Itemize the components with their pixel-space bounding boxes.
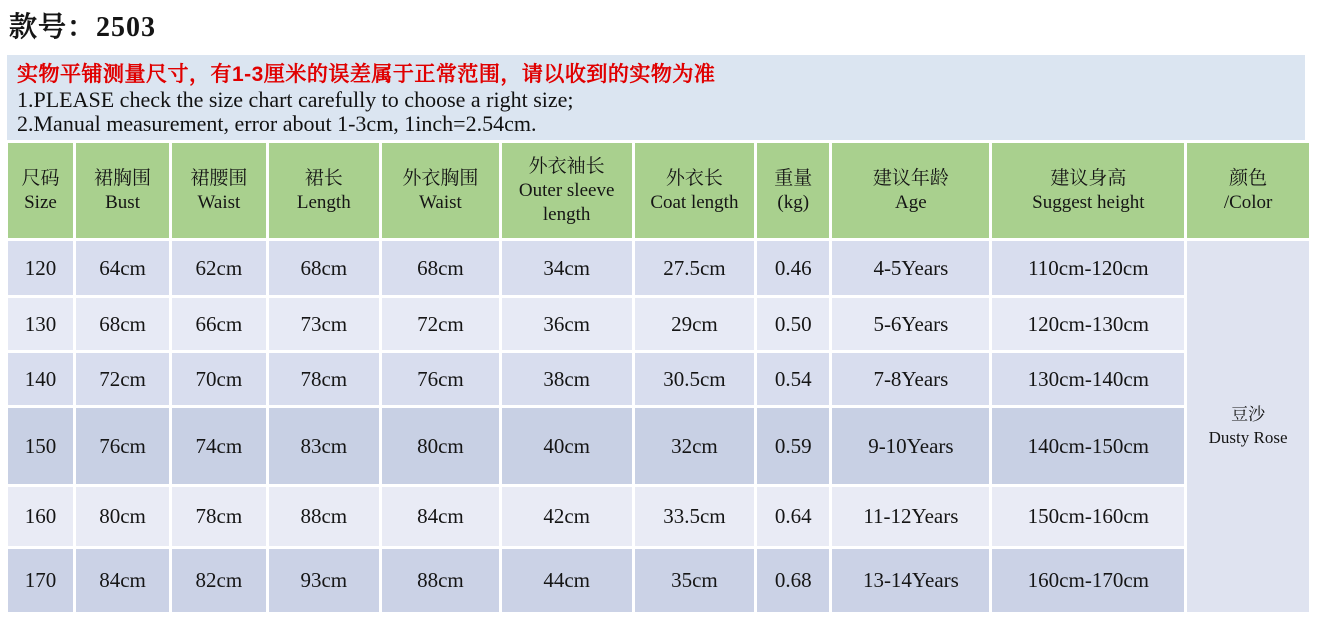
cell-waist: 66cm (172, 298, 265, 350)
color-name-en: Dusty Rose (1208, 427, 1288, 447)
cell-outer-waist: 88cm (382, 549, 499, 612)
notice-red-line: 实物平铺测量尺寸，有1-3厘米的误差属于正常范围，请以收到的实物为准 (17, 63, 716, 86)
cell-age: 9-10Years (832, 408, 989, 484)
header-waist-zh: 裙腰围 (190, 168, 248, 190)
cell-bust: 76cm (76, 408, 169, 484)
cell-coat-length: 27.5cm (635, 241, 755, 295)
header-coat-length (635, 143, 755, 238)
header-length (269, 143, 380, 238)
cell-size: 150 (8, 408, 73, 484)
header-outer-waist-en: Waist (419, 191, 462, 213)
cell-weight: 0.54 (757, 353, 829, 405)
cell-height: 120cm-130cm (992, 298, 1184, 350)
cell-length: 83cm (269, 408, 380, 484)
header-row (8, 143, 1309, 238)
notice-line-2: 2.Manual measurement, error about 1-3cm, 1inch=2.54cm. (17, 111, 537, 137)
cell-weight: 0.68 (757, 549, 829, 612)
cell-bust: 68cm (76, 298, 169, 350)
cell-height: 140cm-150cm (992, 408, 1184, 484)
header-outer-sleeve-en: Outer sleeve length (518, 180, 615, 225)
header-size-en: Size (24, 191, 57, 213)
header-coat-length-en: Coat length (650, 191, 739, 213)
cell-size: 140 (8, 353, 73, 405)
cell-age: 5-6Years (832, 298, 989, 350)
cell-size: 120 (8, 241, 73, 295)
cell-length: 68cm (269, 241, 380, 295)
cell-size: 130 (8, 298, 73, 350)
cell-weight: 0.59 (757, 408, 829, 484)
cell-coat-length: 32cm (635, 408, 755, 484)
header-outer-waist (382, 143, 499, 238)
size-chart-header (8, 143, 1309, 238)
size-row-150 (8, 408, 1309, 484)
header-outer-sleeve-zh: 外衣袖长 (528, 156, 605, 178)
header-suggest-height (992, 143, 1184, 238)
header-bust (76, 143, 169, 238)
cell-waist: 62cm (172, 241, 265, 295)
measurement-notice (7, 55, 1305, 140)
cell-coat-length: 30.5cm (635, 353, 755, 405)
cell-height: 150cm-160cm (992, 487, 1184, 546)
cell-bust: 84cm (76, 549, 169, 612)
header-waist (172, 143, 265, 238)
header-color-en: /Color (1223, 191, 1273, 213)
cell-coat-length: 33.5cm (635, 487, 755, 546)
cell-outer-waist: 72cm (382, 298, 499, 350)
header-age (832, 143, 989, 238)
header-suggest-height-zh: 建议身高 (1050, 168, 1127, 190)
cell-weight: 0.50 (757, 298, 829, 350)
header-weight-en: (kg) (777, 191, 810, 213)
cell-age: 4-5Years (832, 241, 989, 295)
header-outer-sleeve (502, 143, 632, 238)
header-length-en: Length (296, 191, 351, 213)
cell-outer-sleeve: 36cm (502, 298, 632, 350)
cell-size: 170 (8, 549, 73, 612)
header-color (1187, 143, 1309, 238)
cell-outer-waist: 80cm (382, 408, 499, 484)
cell-age: 7-8Years (832, 353, 989, 405)
size-row-170 (8, 549, 1309, 612)
header-length-zh: 裙长 (304, 168, 343, 190)
cell-age: 11-12Years (832, 487, 989, 546)
cell-length: 93cm (269, 549, 380, 612)
cell-bust: 72cm (76, 353, 169, 405)
header-coat-length-zh: 外衣长 (665, 168, 723, 190)
header-color-zh: 颜色 (1229, 168, 1268, 190)
cell-weight: 0.46 (757, 241, 829, 295)
header-size (8, 143, 73, 238)
size-row-160 (8, 487, 1309, 546)
header-suggest-height-en: Suggest height (1032, 191, 1145, 213)
cell-outer-sleeve: 38cm (502, 353, 632, 405)
cell-length: 73cm (269, 298, 380, 350)
size-row-130 (8, 298, 1309, 350)
cell-color-merged (1187, 241, 1309, 612)
header-weight-zh: 重量 (774, 168, 813, 190)
size-row-120 (8, 241, 1309, 295)
cell-outer-waist: 84cm (382, 487, 499, 546)
cell-coat-length: 29cm (635, 298, 755, 350)
cell-waist: 74cm (172, 408, 265, 484)
cell-height: 160cm-170cm (992, 549, 1184, 612)
header-bust-en: Bust (105, 191, 140, 213)
header-age-zh: 建议年龄 (872, 168, 949, 190)
cell-coat-length: 35cm (635, 549, 755, 612)
color-name-zh: 豆沙 (1231, 404, 1266, 424)
header-age-en: Age (895, 191, 927, 213)
cell-waist: 70cm (172, 353, 265, 405)
size-row-140 (8, 353, 1309, 405)
header-size-zh: 尺码 (21, 168, 60, 190)
cell-length: 78cm (269, 353, 380, 405)
cell-waist: 78cm (172, 487, 265, 546)
header-bust-zh: 裙胸围 (94, 168, 152, 190)
size-chart-table (5, 140, 1312, 615)
cell-outer-sleeve: 40cm (502, 408, 632, 484)
cell-bust: 80cm (76, 487, 169, 546)
cell-outer-sleeve: 44cm (502, 549, 632, 612)
cell-age: 13-14Years (832, 549, 989, 612)
cell-outer-sleeve: 34cm (502, 241, 632, 295)
cell-outer-waist: 76cm (382, 353, 499, 405)
notice-line-1: 1.PLEASE check the size chart carefully to choose a right size; (17, 87, 574, 112)
cell-weight: 0.64 (757, 487, 829, 546)
cell-outer-waist: 68cm (382, 241, 499, 295)
cell-height: 130cm-140cm (992, 353, 1184, 405)
header-waist-en: Waist (197, 191, 241, 213)
cell-length: 88cm (269, 487, 380, 546)
cell-height: 110cm-120cm (992, 241, 1184, 295)
cell-outer-sleeve: 42cm (502, 487, 632, 546)
header-outer-waist-zh: 外衣胸围 (402, 168, 479, 190)
cell-bust: 64cm (76, 241, 169, 295)
header-weight (757, 143, 829, 238)
page-title: 款号：2503 (9, 12, 157, 43)
cell-waist: 82cm (172, 549, 265, 612)
cell-size: 160 (8, 487, 73, 546)
